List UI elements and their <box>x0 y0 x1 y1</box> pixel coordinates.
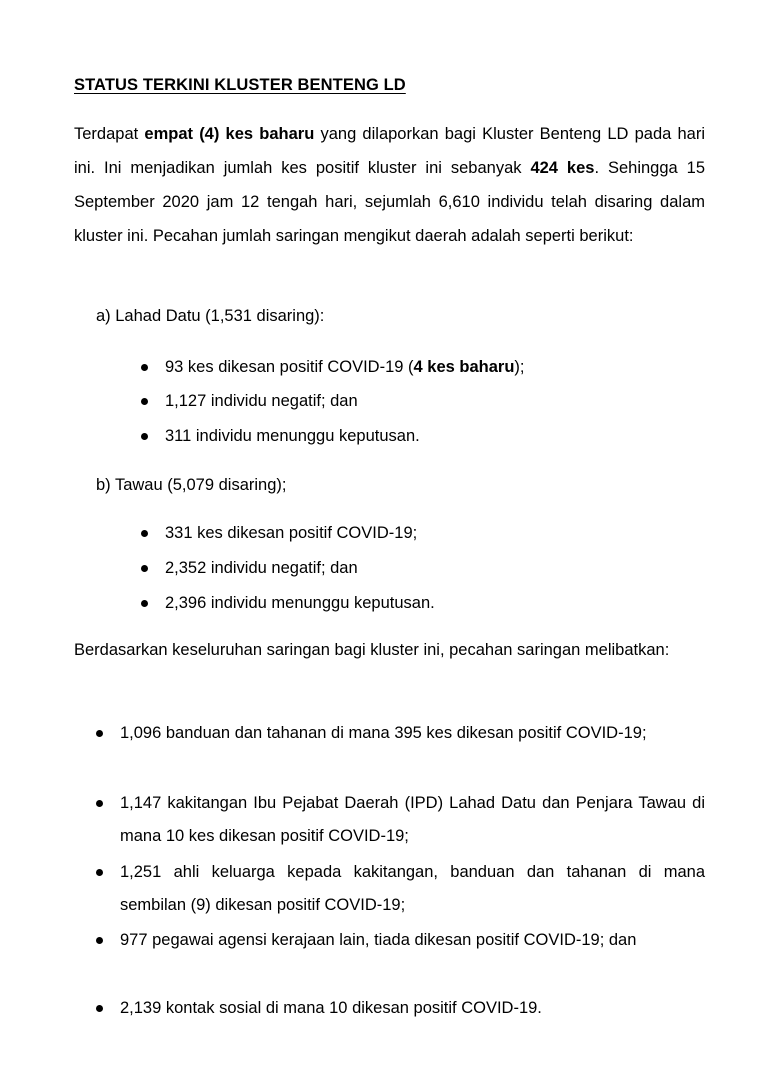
intro-text-2: yang dilaporkan bagi Kluster Benteng LD pada hari ini. Ini menjadikan jumlah kes positif kluster ini sebanyak <box>74 125 706 177</box>
intro-bold-new-cases: empat (4) kes baharu <box>144 125 315 143</box>
summary-item <box>96 717 705 750</box>
summary-intro: Berdasarkan keseluruhan saringan bagi kluster ini, pecahan saringan melibatkan: <box>74 641 670 659</box>
summary-item <box>96 992 705 1025</box>
bullet-icon <box>96 937 103 944</box>
list-item-text: 2,396 individu menunggu keputusan. <box>165 594 435 612</box>
intro-paragraph <box>74 117 705 253</box>
bullet-icon <box>141 364 148 371</box>
list-item-text: 331 kes dikesan positif COVID-19; <box>165 524 418 542</box>
list-item-text: 1,127 individu negatif; dan <box>165 392 358 410</box>
summary-item-text: 1,251 ahli keluarga kepada kakitangan, banduan dan tahanan di mana sembilan (9) dikesan positif COVID-19; <box>120 863 705 914</box>
bullet-icon <box>141 600 148 607</box>
bullet-icon <box>96 800 103 807</box>
summary-item-text: 1,147 kakitangan Ibu Pejabat Daerah (IPD) Lahad Datu dan Penjara Tawau di mana 10 kes dikesan positif COVID-19; <box>120 794 705 845</box>
page-title: STATUS TERKINI KLUSTER BENTENG LD <box>74 76 406 94</box>
district-heading-lahad-datu: a) Lahad Datu (1,531 disaring): <box>96 307 325 325</box>
bullet-icon <box>96 869 103 876</box>
bullet-icon <box>96 730 103 737</box>
list-item-text: 93 kes dikesan positif COVID-19 ( <box>165 358 414 376</box>
bullet-icon <box>141 530 148 537</box>
summary-item-text: 2,139 kontak sosial di mana 10 dikesan positif COVID-19. <box>120 999 542 1017</box>
list-item-bold: 4 kes baharu <box>413 358 515 376</box>
intro-bold-total-cases: 424 kes <box>530 159 595 177</box>
bullet-icon <box>141 398 148 405</box>
intro-text-3: . Sehingga 15 September 2020 jam 12 tengah hari, sejumlah 6,610 individu telah disaring dalam kluster ini. Pecahan jumlah saringan mengikut daerah adalah seperti berikut: <box>74 159 705 245</box>
bullet-icon <box>96 1005 103 1012</box>
summary-item <box>96 856 705 922</box>
summary-item-text: 977 pegawai agensi kerajaan lain, tiada dikesan positif COVID-19; dan <box>120 931 637 949</box>
summary-item-text: 1,096 banduan dan tahanan di mana 395 kes dikesan positif COVID-19; <box>120 724 647 742</box>
list-item-text: 311 individu menunggu keputusan. <box>165 427 420 445</box>
summary-item <box>96 787 705 853</box>
district-heading-tawau: b) Tawau (5,079 disaring); <box>96 476 287 494</box>
intro-text-1: Terdapat <box>74 125 145 143</box>
list-item-text-end: ); <box>514 358 525 376</box>
summary-item <box>96 924 705 957</box>
bullet-icon <box>141 433 148 440</box>
list-item-text: 2,352 individu negatif; dan <box>165 559 358 577</box>
bullet-icon <box>141 565 148 572</box>
